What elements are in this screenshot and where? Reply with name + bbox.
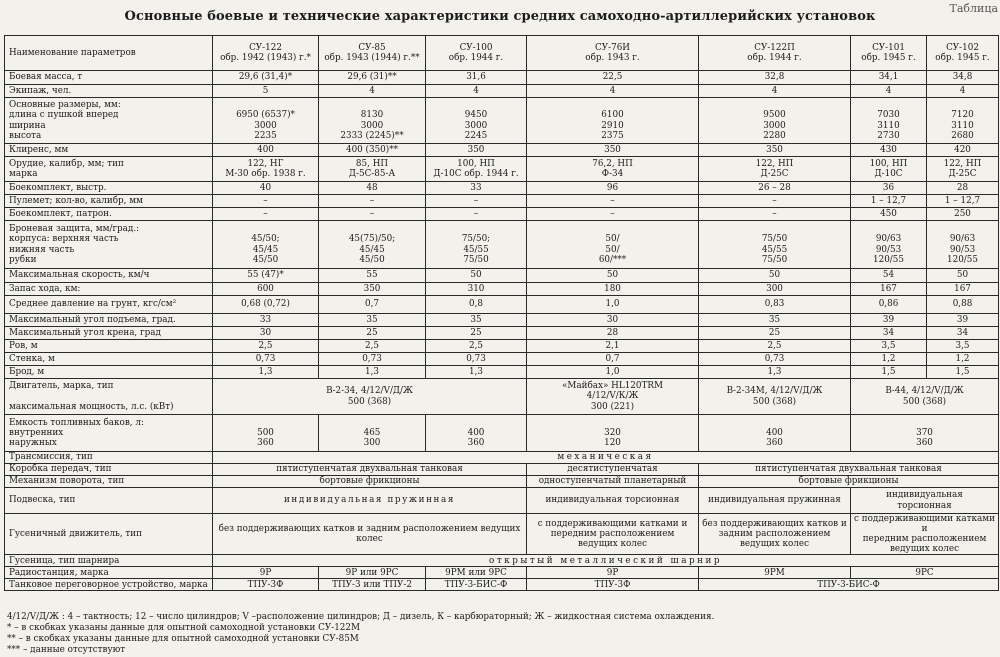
row-label: Основные размеры, мм: длина с пушкой вперед ширина высота [5, 98, 213, 144]
radio-su122p: 9РМ [699, 567, 851, 579]
cell-speed: 55 [319, 269, 426, 283]
header-col-su102: СУ-102 обр. 1945 г. [927, 36, 999, 71]
suspension-su101-su102: индивидуальная торсионная [851, 488, 999, 514]
steering-su122-su100: бортовые фрикционы [213, 476, 527, 488]
cell-ford: 1,3 [699, 366, 851, 379]
specs-table [4, 35, 999, 591]
cell-dims: 6100 2910 2375 [527, 98, 699, 144]
cell-mg: – [213, 195, 319, 208]
table-row [5, 182, 999, 195]
cell-wall: 1,2 [927, 353, 999, 366]
cell-mgammo: – [213, 208, 319, 221]
radio-su122: 9Р [213, 567, 319, 579]
engine-su122p: В-2-34М, 4/12/V/Д/Ж 500 (368) [699, 379, 851, 415]
header-col-su101: СУ-101 обр. 1945 г. [851, 36, 927, 71]
row-label: Гусеничный движитель, тип [5, 514, 213, 555]
table-row [5, 283, 999, 296]
cell-mass: 34,1 [851, 71, 927, 85]
cell-mg: – [319, 195, 426, 208]
row-label: Подвеска, тип [5, 488, 213, 514]
cell-mass: 32,8 [699, 71, 851, 85]
cell-mgammo: – [426, 208, 527, 221]
cell-mass: 29,6 (31)** [319, 71, 426, 85]
radio-su100: 9РМ или 9РС [426, 567, 527, 579]
table-row [5, 98, 999, 144]
propulsion-su122-su100: без поддерживающих катков и задним расположением ведущих колес [213, 514, 527, 555]
row-label: Коробка передач, тип [5, 464, 213, 476]
row-label: Механизм поворота, тип [5, 476, 213, 488]
table-row [5, 195, 999, 208]
cell-ford: 1,3 [426, 366, 527, 379]
cell-mgammo: – [527, 208, 699, 221]
table-row [5, 366, 999, 379]
table-row-transmission [5, 452, 999, 464]
cell-range: 350 [319, 283, 426, 296]
cell-ditch: 2,5 [699, 340, 851, 353]
cell-mg: 1 – 12,7 [927, 195, 999, 208]
cell-clearance: 400 [213, 144, 319, 157]
cell-mass: 22,5 [527, 71, 699, 85]
fuel-su122p: 400 360 [699, 415, 851, 452]
header-col-su76i: СУ-76И обр. 1943 г. [527, 36, 699, 71]
cell-range: 180 [527, 283, 699, 296]
cell-dims: 7120 3110 2680 [927, 98, 999, 144]
table-row-intercom [5, 579, 999, 591]
page-title: Основные боевые и технические характеристики средних самоходно-артиллерийских установок [124, 9, 876, 24]
cell-pressure: 0,7 [319, 296, 426, 314]
table-row [5, 85, 999, 98]
cell-mgammo: – [319, 208, 426, 221]
row-label: Брод, м [5, 366, 213, 379]
row-label: Запас хода, км: [5, 283, 213, 296]
row-label: Трансмиссия, тип [5, 452, 213, 464]
cell-roll: 30 [213, 327, 319, 340]
row-label: Среднее давление на грунт, кгс/см² [5, 296, 213, 314]
cell-mass: 34,8 [927, 71, 999, 85]
cell-clearance: 350 [426, 144, 527, 157]
cell-armor: 90/63 90/53 120/55 [927, 221, 999, 269]
footnotes [7, 612, 714, 656]
row-label: Ров, м [5, 340, 213, 353]
cell-mass: 29,6 (31,4)* [213, 71, 319, 85]
cell-crew: 5 [213, 85, 319, 98]
cell-crew: 4 [319, 85, 426, 98]
cell-climb: 35 [319, 314, 426, 327]
cell-ditch: 2,5 [319, 340, 426, 353]
table-row-track [5, 555, 999, 567]
cell-roll: 25 [426, 327, 527, 340]
cell-range: 167 [851, 283, 927, 296]
cell-speed: 55 (47)* [213, 269, 319, 283]
cell-pressure: 0,88 [927, 296, 999, 314]
steering-su122p-su102: бортовые фрикционы [699, 476, 999, 488]
intercom-su85: ТПУ-3 или ТПУ-2 [319, 579, 426, 591]
footnote: ** – в скобках указаны данные для опытной самоходной установки СУ-85М [7, 634, 359, 644]
cell-ammo: 48 [319, 182, 426, 195]
cell-dims: 7030 3110 2730 [851, 98, 927, 144]
table-row [5, 340, 999, 353]
cell-clearance: 400 (350)** [319, 144, 426, 157]
gearbox-su76i: десятиступенчатая [527, 464, 699, 476]
cell-mgammo: – [699, 208, 851, 221]
table-caption: Таблица [949, 2, 998, 15]
row-label: Боекомплект, выстр. [5, 182, 213, 195]
table-row-fuel [5, 415, 999, 452]
header-row [5, 36, 999, 71]
cell-ammo: 26 – 28 [699, 182, 851, 195]
cell-dims: 6950 (6537)* 3000 2235 [213, 98, 319, 144]
cell-crew: 4 [699, 85, 851, 98]
cell-crew: 4 [851, 85, 927, 98]
cell-ammo: 28 [927, 182, 999, 195]
intercom-su76i: ТПУ-3Ф [527, 579, 699, 591]
fuel-su85: 465 300 [319, 415, 426, 452]
propulsion-su122p: без поддерживающих катков и задним расположением ведущих колес [699, 514, 851, 555]
cell-ford: 1,3 [319, 366, 426, 379]
cell-ford: 1,5 [927, 366, 999, 379]
cell-range: 167 [927, 283, 999, 296]
table-row-steering [5, 476, 999, 488]
cell-ditch: 3,5 [927, 340, 999, 353]
footnote: *** – данные отсутствуют [7, 645, 126, 655]
table-row [5, 327, 999, 340]
row-label: Орудие, калибр, мм; тип марка [5, 157, 213, 182]
header-col-su122p: СУ-122П обр. 1944 г. [699, 36, 851, 71]
row-label: Двигатель, марка, тип максимальная мощность, л.с. (кВт) [5, 379, 213, 415]
engine-su101-su102: В-44, 4/12/V/Д/Ж 500 (368) [851, 379, 999, 415]
suspension-su122p: индивидуальная пружинная [699, 488, 851, 514]
row-label: Боевая масса, т [5, 71, 213, 85]
row-label: Броневая защита, мм/град.: корпуса: верхняя часть нижняя часть рубки [5, 221, 213, 269]
cell-gun: 122, НП Д-25С [699, 157, 851, 182]
row-label: Максимальный угол крена, град [5, 327, 213, 340]
intercom-su122: ТПУ-3Ф [213, 579, 319, 591]
cell-roll: 28 [527, 327, 699, 340]
cell-mass: 31,6 [426, 71, 527, 85]
cell-armor: 90/63 90/53 120/55 [851, 221, 927, 269]
table-row-radio [5, 567, 999, 579]
cell-ammo: 40 [213, 182, 319, 195]
intercom-su122p-su102: ТПУ-3-БИС-Ф [699, 579, 999, 591]
cell-climb: 39 [851, 314, 927, 327]
table-row-suspension [5, 488, 999, 514]
row-label: Боекомплект, патрон. [5, 208, 213, 221]
cell-dims: 9500 3000 2280 [699, 98, 851, 144]
cell-roll: 25 [699, 327, 851, 340]
engine-su122-su100: В-2-34, 4/12/V/Д/Ж 500 (368) [213, 379, 527, 415]
cell-ditch: 2,5 [426, 340, 527, 353]
header-col-su100: СУ-100 обр. 1944 г. [426, 36, 527, 71]
cell-wall: 1,2 [851, 353, 927, 366]
cell-pressure: 0,83 [699, 296, 851, 314]
header-param: Наименование параметров [5, 36, 213, 71]
transmission-all: механическая [213, 452, 999, 464]
cell-climb: 30 [527, 314, 699, 327]
row-label: Емкость топливных баков, л: внутренних наружных [5, 415, 213, 452]
cell-wall: 0,73 [213, 353, 319, 366]
table-row [5, 269, 999, 283]
cell-wall: 0,73 [426, 353, 527, 366]
table-row [5, 208, 999, 221]
table-row [5, 144, 999, 157]
cell-pressure: 0,68 (0,72) [213, 296, 319, 314]
cell-mgammo: 450 [851, 208, 927, 221]
cell-clearance: 420 [927, 144, 999, 157]
cell-crew: 4 [927, 85, 999, 98]
table-row-engine [5, 379, 999, 415]
row-label: Экипаж, чел. [5, 85, 213, 98]
cell-speed: 50 [927, 269, 999, 283]
table-row [5, 314, 999, 327]
row-label: Гусеница, тип шарнира [5, 555, 213, 567]
cell-range: 600 [213, 283, 319, 296]
table-row-gearbox [5, 464, 999, 476]
cell-ammo: 33 [426, 182, 527, 195]
track-all: открытый металлический шарнир [213, 555, 999, 567]
propulsion-su101-su102: с поддерживающими катками и передним расположением ведущих колес [851, 514, 999, 555]
row-label: Клиренс, мм [5, 144, 213, 157]
cell-wall: 0,73 [319, 353, 426, 366]
cell-speed: 50 [426, 269, 527, 283]
cell-ditch: 3,5 [851, 340, 927, 353]
cell-mg: – [426, 195, 527, 208]
engine-su76i: «Майбах» HL120TRM 4/12/V/К/Ж 300 (221) [527, 379, 699, 415]
cell-mg: – [527, 195, 699, 208]
gearbox-su122-su100: пятиступенчатая двухвальная танковая [213, 464, 527, 476]
cell-ammo: 96 [527, 182, 699, 195]
intercom-su100: ТПУ-3-БИС-Ф [426, 579, 527, 591]
cell-mgammo: 250 [927, 208, 999, 221]
cell-mg: – [699, 195, 851, 208]
table-row [5, 71, 999, 85]
cell-climb: 35 [699, 314, 851, 327]
footnote: 4/12/V/Д/Ж : 4 – тактность; 12 – число цилиндров; V –расположение цилиндров; Д – дизель, К – карбюраторный; Ж – жидкостная система охлаждения. [7, 612, 715, 622]
steering-su76i: одноступенчатый планетарный [527, 476, 699, 488]
row-label: Стенка, м [5, 353, 213, 366]
suspension-su122-su100: индивидуальная пружинная [213, 488, 527, 514]
cell-armor: 75/50 45/55 75/50 [699, 221, 851, 269]
cell-roll: 34 [851, 327, 927, 340]
cell-armor: 50/ 50/ 60/*** [527, 221, 699, 269]
cell-speed: 50 [699, 269, 851, 283]
fuel-su101-su102: 370 360 [851, 415, 999, 452]
cell-ford: 1,3 [213, 366, 319, 379]
cell-speed: 54 [851, 269, 927, 283]
cell-speed: 50 [527, 269, 699, 283]
fuel-su76i: 320 120 [527, 415, 699, 452]
cell-ford: 1,5 [851, 366, 927, 379]
cell-pressure: 1,0 [527, 296, 699, 314]
cell-crew: 4 [426, 85, 527, 98]
cell-gun: 122, НГ М-30 обр. 1938 г. [213, 157, 319, 182]
table-row [5, 353, 999, 366]
table-row [5, 221, 999, 269]
row-label: Пулемет; кол-во, калибр, мм [5, 195, 213, 208]
suspension-su76i: индивидуальная торсионная [527, 488, 699, 514]
cell-clearance: 430 [851, 144, 927, 157]
cell-armor: 75/50; 45/55 75/50 [426, 221, 527, 269]
cell-ford: 1,0 [527, 366, 699, 379]
propulsion-su76i: с поддерживающими катками и передним расположением ведущих колес [527, 514, 699, 555]
radio-su101-su102: 9РС [851, 567, 999, 579]
table-row [5, 296, 999, 314]
cell-dims: 9450 3000 2245 [426, 98, 527, 144]
cell-climb: 33 [213, 314, 319, 327]
cell-gun: 122, НП Д-25С [927, 157, 999, 182]
cell-dims: 8130 3000 2333 (2245)** [319, 98, 426, 144]
header-col-su122: СУ-122 обр. 1942 (1943) г.* [213, 36, 319, 71]
cell-crew: 4 [527, 85, 699, 98]
cell-range: 300 [699, 283, 851, 296]
cell-pressure: 0,86 [851, 296, 927, 314]
fuel-su100: 400 360 [426, 415, 527, 452]
cell-armor: 45/50; 45/45 45/50 [213, 221, 319, 269]
cell-wall: 0,73 [699, 353, 851, 366]
cell-roll: 25 [319, 327, 426, 340]
table-row [5, 157, 999, 182]
footnote: * – в скобках указаны данные для опытной самоходной установки СУ-122М [7, 623, 361, 633]
cell-climb: 35 [426, 314, 527, 327]
radio-su85: 9Р или 9РС [319, 567, 426, 579]
row-label: Максимальный угол подъема, град. [5, 314, 213, 327]
cell-mg: 1 – 12,7 [851, 195, 927, 208]
cell-clearance: 350 [527, 144, 699, 157]
cell-ammo: 36 [851, 182, 927, 195]
cell-ditch: 2,1 [527, 340, 699, 353]
cell-climb: 39 [927, 314, 999, 327]
header-col-su85: СУ-85 обр. 1943 (1944) г.** [319, 36, 426, 71]
row-label: Радиостанция, марка [5, 567, 213, 579]
cell-clearance: 350 [699, 144, 851, 157]
cell-gun: 100, НП Д-10С [851, 157, 927, 182]
gearbox-su122p-su102: пятиступенчатая двухвальная танковая [699, 464, 999, 476]
cell-pressure: 0,8 [426, 296, 527, 314]
radio-su76i: 9Р [527, 567, 699, 579]
fuel-su122: 500 360 [213, 415, 319, 452]
table-row-propulsion [5, 514, 999, 555]
cell-ditch: 2,5 [213, 340, 319, 353]
cell-roll: 34 [927, 327, 999, 340]
cell-gun: 100, НП Д-10С обр. 1944 г. [426, 157, 527, 182]
cell-gun: 85, НП Д-5С-85-А [319, 157, 426, 182]
cell-armor: 45(75)/50; 45/45 45/50 [319, 221, 426, 269]
cell-wall: 0,7 [527, 353, 699, 366]
cell-gun: 76,2, НП Ф-34 [527, 157, 699, 182]
cell-range: 310 [426, 283, 527, 296]
row-label: Танковое переговорное устройство, марка [5, 579, 213, 591]
row-label: Максимальная скорость, км/ч [5, 269, 213, 283]
